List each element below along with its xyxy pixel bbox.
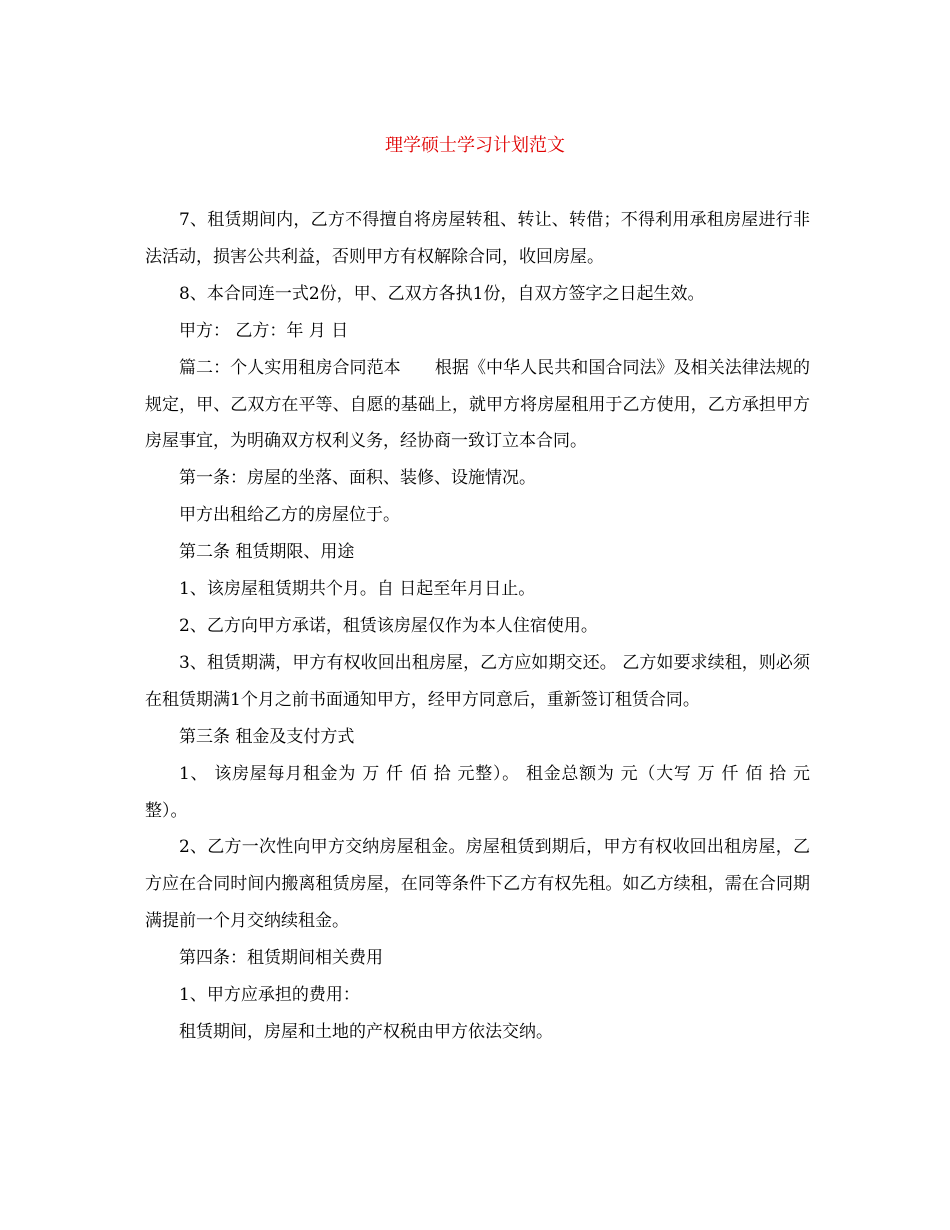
paragraph-clause-8: 8、本合同连一式2份，甲、乙双方各执1份，自双方签字之日起生效。 (179, 283, 705, 304)
paragraph-usage-promise: 2、乙方向甲方承诺，租赁该房屋仅作为本人住宿使用。 (179, 615, 598, 636)
heading-article-three: 第三条 租金及支付方式 (179, 726, 355, 747)
document-title: 理学硕士学习计划范文 (385, 135, 565, 156)
heading-article-two: 第二条 租赁期限、用途 (179, 542, 355, 563)
paragraph-lease-term: 1、该房屋租赁期共个月。自 日起至年月日止。 (179, 579, 536, 600)
paragraph-monthly-rent: 1、 该房屋每月租金为 万 仟 佰 拾 元整）。 租金总额为 元（大写 万 仟 佰 拾 元整）。 (145, 763, 810, 821)
paragraph-property-tax: 租赁期间，房屋和土地的产权税由甲方依法交纳。 (179, 1021, 553, 1042)
paragraph-rent-payment: 2、乙方一次性向甲方交纳房屋租金。房屋租赁到期后，甲方有权收回出租房屋，乙方应在合同时间内搬离租赁房屋，在同等条件下乙方有权先租。如乙方续租，需在合同期满提前一个月交纳续租金。 (145, 837, 810, 932)
paragraph-lease-renewal: 3、租赁期满，甲方有权收回出租房屋，乙方应如期交还。 乙方如要求续租，则必须在租赁期满1个月之前书面通知甲方，经甲方同意后，重新签订租赁合同。 (145, 652, 810, 710)
heading-article-one: 第一条：房屋的坐落、面积、装修、设施情况。 (179, 468, 536, 489)
paragraph-part-two-intro: 篇二：个人实用租房合同范本 根据《中华人民共和国合同法》及相关法律法规的规定，甲、乙双方在平等、自愿的基础上，就甲方将房屋租用于乙方使用，乙方承担甲方房屋事宜，为明确双方权利义务，经协商一致订立本合同。 (145, 357, 810, 452)
document-body (145, 202, 810, 1051)
paragraph-clause-7: 7、租赁期间内，乙方不得擅自将房屋转租、转让、转借；不得利用承租房屋进行非法活动，损害公共利益，否则甲方有权解除合同，收回房屋。 (145, 210, 810, 267)
paragraph-signature-line: 甲方： 乙方：年 月 日 (179, 320, 349, 341)
paragraph-house-location: 甲方出租给乙方的房屋位于。 (179, 505, 400, 526)
paragraph-party-a-fees: 1、甲方应承担的费用： (179, 985, 360, 1006)
heading-article-four: 第四条：租赁期间相关费用 (179, 948, 383, 969)
